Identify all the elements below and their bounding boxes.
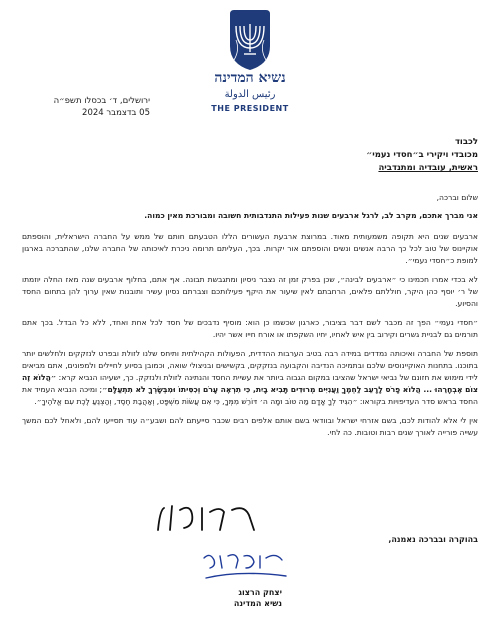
blue-signature-icon	[200, 548, 290, 584]
recipient-line-3: ראשית, עובדיה ומתנדביה	[378, 163, 478, 173]
handwritten-signature-icon	[150, 500, 270, 540]
paragraph-1: ארבעים שנים היא תקופה משמעותית מאוד. במרוצת ארבעת העשורים הללו הטבעתם חותם של ממש על החברה הישראלית, והוספתם אוקיינוס של טוב לכל כך הרבה אנשים ונשים והוספתם אור יקרות. בכך, העליתם תרומה ניכרת לאיכותה של החברה שלנו, שהתברכה בארגון למופת כ״חסדי נעמי״.	[22, 232, 478, 265]
paragraph-4-text-b: ; ומיכה הנביא העמיד את החסד בראש סדר העדיפויות בקוראו: ״הִגִּיד לְךָ אָדָם מַה טּוֹב וּמָה ה׳ דּוֹרֵשׁ מִמְּךָ, כִּי אִם עֲשׂוֹת מִשְׁפָּט, וְאַהֲבַת חֶסֶד, וְהַצְנֵעַ לֶכֶת עִם אֱלֹהֶיךָ״.	[22, 385, 478, 406]
recipient-block	[178, 136, 478, 175]
president-title-english: THE PRESIDENT	[211, 104, 289, 113]
president-title-hebrew: נשיא המדינה	[214, 70, 286, 86]
date-gregorian: 05 בדצמבר 2024	[82, 108, 150, 118]
paragraph-2: לא בכדי אמרו חכמינו כי ״ארבעים לבינה״, שכן בפרק זמן זה נצבר ניסיון ומתגבשת תבונה. אף אתם, בחלוף ארבעים שנה מאז החלה יוזמתו של ר׳ יוסף כהן היקר, חוללתם פלאים, הרחבתם לאין שיעור את היקף פעילותכם וצברתם נסיון עשיר ותובנות שאין ערוך להן בתחום החסד והסיוע.	[22, 275, 478, 308]
paragraph-4	[22, 348, 478, 408]
signer-block	[234, 587, 282, 609]
isaiah-quote: ״הֲלוֹא זֶה צוֹם אֶבְחָרֵהוּ ... הֲלוֹא פָרֹס לָרָעֵב לַחְמֶךָ וַעֲנִיִּים מְרוּדִים תָּבִיא בָיִת, כִּי תִרְאֶה עָרֹם וְכִסִּיתוֹ וּמִבְּשָׂרְךָ לֹא תִתְעַלָּם״	[22, 373, 478, 394]
paragraph-5: אין לי אלא להודות לכם, בשם אזרחי ישראל ובוודאי בשם אותם אלפים רבים שכבר סייעתם להם ושבע״ה עוד תסייעו להם, ולאחל לכם המשך עשייה פורייה לאורך שנים רבות וטובות. כה לחי.	[22, 416, 478, 437]
greeting: שלום וברכה,	[436, 193, 478, 202]
closing-line: בהוקרה ובברכה נאמנה,	[388, 535, 478, 544]
letter-date	[20, 95, 150, 119]
president-title-arabic: رئيس الدولة	[224, 89, 276, 100]
paragraph-4-text-a: תוספת של החברה ואיכותה נמדדים במידה רבה בטיב הערבות ההדדית, הפעולות הקהילתית ותיחס שלנו לזולת ובפרט לנזקקים ולחלשים יותר בתוכנו. בתחנות האוקיינוסים שלכם ובתמיכה הנדיבה והקבועה בנזקקים, בקשישים ובניצולי שואה, וכמובן בסיוע לחיילים ולמפונים, אתם מביאים לידי מימוש את חזונם של נביאי ישראל שהציבו במקום הגבוה ביותר את עשיית החסד והנתינה לזולת ולנזקק. כך, ישעיהו הנביא קרא:	[22, 349, 478, 382]
lead-paragraph: אני מברך אתכם, מקרב לב, לרגל ארבעים שנות פעילות התנדבותית חשובה ומבורכת מאין כמוה.	[144, 211, 478, 220]
signer-name: יצחק הרצוג	[238, 588, 282, 597]
paragraph-3: ״חסדי נעמי״ הפך זה מכבר לשם דבר בציבור, כארגון שכשמו כן הוא: מוסיף נדבכים של חסד לכל אחת ואחד, ללא כל הבדל. בכך אתם תורמים גם לבניית גשרים וקירוב בין איש לאחיו, יחיו השקפתו או אורח חייו אשר יהיו.	[22, 318, 478, 339]
recipient-line-1: לכבוד	[454, 137, 478, 147]
signer-title: נשיא המדינה	[233, 599, 282, 608]
menorah-emblem-icon	[226, 10, 274, 70]
letter-body	[22, 192, 478, 446]
date-hebrew: ירושלים, ד׳ בכסלו תשפ״ה	[53, 96, 150, 106]
recipient-line-2: מכובדי ויקירי ב״חסדי נעמי״	[366, 150, 478, 160]
